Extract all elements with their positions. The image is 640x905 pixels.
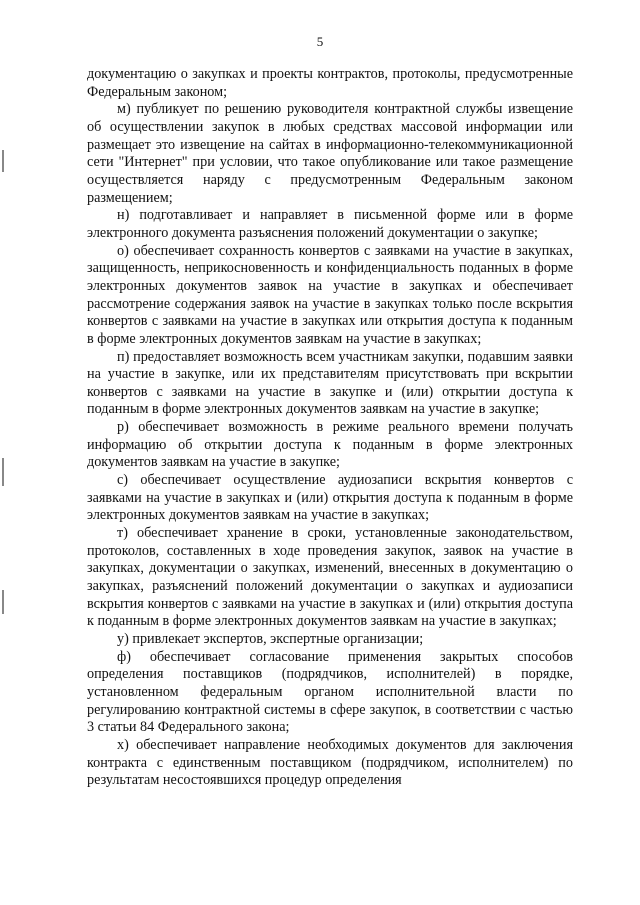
paragraph-n: н) подготавливает и направляет в письменной форме или в форме электронного документа разъяснения положений документации о закупке; bbox=[87, 207, 573, 241]
document-body bbox=[87, 66, 573, 790]
scan-edge-mark bbox=[2, 590, 4, 614]
paragraph-m: м) публикует по решению руководителя контрактной службы извещение об осуществлении закупок в любых средствах массовой информации или размещает это извещение на сайтах в информационно-телекоммуникационной сети "Интернет" при условии, что такое опубликование или такое размещение осуществляется наряду с предусмотренным Федеральным законом размещением; bbox=[87, 101, 573, 206]
paragraph-r: р) обеспечивает возможность в режиме реального времени получать информацию об открытии доступа к поданным в форме электронных документов заявкам на участие в закупке; bbox=[87, 419, 573, 471]
paragraph-s: с) обеспечивает осуществление аудиозаписи вскрытия конвертов с заявками на участие в закупках и (или) открытия доступа к поданным в форме электронных документов заявкам на участие в закупках; bbox=[87, 472, 573, 524]
paragraph-o: о) обеспечивает сохранность конвертов с заявками на участие в закупках, защищенность, неприкосновенность и конфиденциальность поданных в форме электронных документов заявок на участие в закупках и обеспечивает рассмотрение содержания заявок на участие в закупках только после вскрытия конвертов с заявками на участие в закупках или открытия доступа к поданным в форме электронных документов заявкам на участие в закупках; bbox=[87, 242, 573, 347]
paragraph-u: у) привлекает экспертов, экспертные организации; bbox=[117, 631, 424, 647]
paragraph-kh: х) обеспечивает направление необходимых документов для заключения контракта с единственным поставщиком (подрядчиком, исполнителем) по результатам несостоявшихся процедур определения bbox=[87, 736, 573, 789]
paragraph-t: т) обеспечивает хранение в сроки, установленные законодательством, протоколов, составленных в ходе проведения закупок, заявок на участие в закупках, документации о закупках, изменений, внесенных в документацию о закупках, разъяснений положений документации о закупках и аудиозаписи вскрытия конвертов с заявками на участие в закупках и (или) открытия доступа к поданным в форме электронных документов заявкам на участие в закупках; bbox=[87, 525, 573, 630]
page-number: 5 bbox=[316, 34, 324, 49]
scan-edge-mark bbox=[2, 150, 4, 172]
scan-edge-mark bbox=[2, 458, 4, 486]
paragraph-continuation: документацию о закупках и проекты контрактов, протоколы, предусмотренные Федеральным законом; bbox=[87, 66, 573, 100]
paragraph-p: п) предоставляет возможность всем участникам закупки, подавшим заявки на участие в закупке, или их представителям присутствовать при вскрытии конвертов с заявками на участие в закупке и (или) открытии доступа к поданным в форме электронных документов заявкам на участие в закупке; bbox=[87, 348, 573, 418]
paragraph-f: ф) обеспечивает согласование применения закрытых способов определения поставщиков (подрядчиков, исполнителей) в порядке, установленном федеральным органом исполнительной власти по регулированию контрактной системы в сфере закупок, в соответствии с частью 3 статьи 84 Федерального закона; bbox=[87, 648, 573, 736]
